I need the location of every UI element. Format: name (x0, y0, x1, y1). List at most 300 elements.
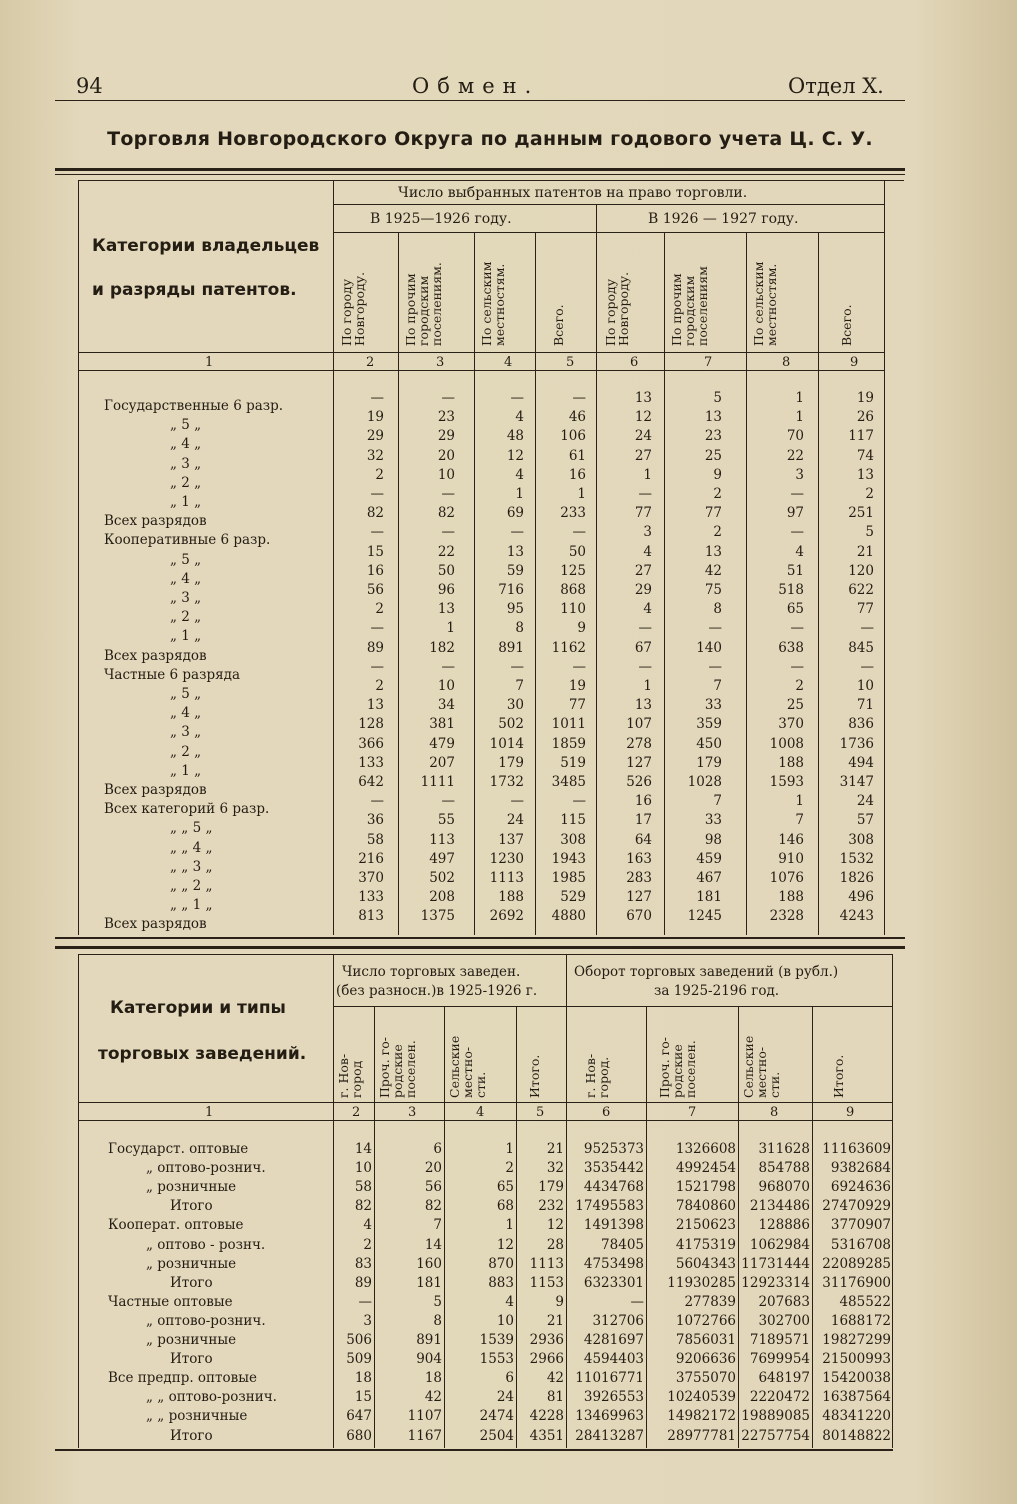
row-label: Итого (170, 1428, 213, 1444)
table-cell: 57 (856, 812, 874, 828)
table-cell: 1 (505, 1141, 514, 1157)
table-cell: — (708, 620, 722, 636)
table-cell: 518 (778, 582, 804, 598)
table-cell: 9525373 (583, 1141, 644, 1157)
table-cell: 312706 (592, 1313, 644, 1329)
table-cell: 2504 (479, 1428, 514, 1444)
table-cell: 71 (856, 697, 874, 713)
table-cell: 12 (546, 1217, 564, 1233)
column-header-line: городским (682, 275, 698, 346)
row-label: Всех категорий 6 разр. (104, 801, 270, 817)
row-label: Частные 6 разряда (104, 667, 240, 683)
table-cell: — (441, 659, 455, 675)
table-cell: 12 (634, 409, 652, 425)
table-cell: 845 (848, 640, 874, 656)
table-cell: — (370, 620, 384, 636)
table-cell: 1 (643, 678, 652, 694)
table-cell: 3535442 (583, 1160, 644, 1176)
column-header-line: поселен. (683, 1040, 699, 1098)
table-cell: 7189571 (749, 1332, 810, 1348)
table-cell: 113 (429, 832, 455, 848)
column-header-line: город. (596, 1056, 612, 1098)
row-label: Все предпр. оптовые (108, 1370, 257, 1386)
table-cell: 128886 (758, 1217, 810, 1233)
table-cell: 21500993 (822, 1351, 891, 1367)
table-cell: 370 (358, 870, 384, 886)
row-label: Всех разрядов (104, 782, 207, 798)
table-cell: 59 (506, 563, 524, 579)
table-cell: 50 (568, 544, 586, 560)
header-rule (55, 100, 905, 101)
table-cell: 302700 (758, 1313, 810, 1329)
table-cell: 3 (795, 467, 804, 483)
row-label: „ „ 3 „ (170, 859, 213, 875)
table-cell: 3147 (839, 774, 874, 790)
table-cell: 1113 (529, 1256, 564, 1272)
column-header-line: г. Нов- (336, 1053, 351, 1098)
table-cell: 188 (778, 889, 804, 905)
column-header-line: Сельские (741, 1035, 756, 1098)
table-cell: 22089285 (822, 1256, 891, 1272)
table-cell: 7 (713, 793, 722, 809)
table-cell: 216 (358, 851, 384, 867)
table-cell: 19889085 (741, 1408, 810, 1424)
table-cell: 69 (506, 505, 524, 521)
table-cell: 647 (346, 1408, 372, 1424)
table-cell: 1113 (489, 870, 524, 886)
table-cell: 24 (496, 1389, 514, 1405)
table-cell: 4594403 (583, 1351, 644, 1367)
table-cell: 4992454 (675, 1160, 736, 1176)
row-label: „ 5 „ (170, 686, 202, 702)
table-cell: 12 (506, 448, 524, 464)
table-cell: 58 (354, 1179, 372, 1195)
table-cell: 1167 (407, 1428, 442, 1444)
table-cell: 7 (795, 812, 804, 828)
table-cell: 58 (366, 832, 384, 848)
column-header (404, 262, 443, 346)
table-cell: — (441, 390, 455, 406)
table-cell: 7699954 (749, 1351, 810, 1367)
table-cell: 3485 (551, 774, 586, 790)
row-label: Кооперат. оптовые (108, 1217, 244, 1233)
table-cell: 8 (433, 1313, 442, 1329)
table-cell: 15 (366, 544, 384, 560)
table-cell: 46 (568, 409, 586, 425)
table-cell: 233 (560, 505, 586, 521)
column-header-line: город (349, 1060, 365, 1098)
table-cell: 2 (375, 678, 384, 694)
table-cell: — (572, 390, 586, 406)
table-cell: 125 (560, 563, 586, 579)
row-label: „ „ 5 „ (170, 820, 213, 836)
table-cell: 1736 (839, 736, 874, 752)
table-cell: 3770907 (830, 1217, 891, 1233)
row-label: Государст. оптовые (108, 1141, 249, 1157)
column-number: 6 (630, 355, 639, 370)
table-cell: 232 (538, 1198, 564, 1214)
table-cell: 642 (358, 774, 384, 790)
table-cell: 716 (498, 582, 524, 598)
table-cell: 128 (358, 716, 384, 732)
table-cell: 80148822 (822, 1428, 891, 1444)
table-cell: 506 (346, 1332, 372, 1348)
table-cell: — (510, 659, 524, 675)
group-header: Число выбранных патентов на право торговли. (398, 185, 748, 201)
table-cell: 1162 (551, 640, 586, 656)
row-label: „ 5 „ (170, 417, 202, 433)
table-cell: — (790, 659, 804, 675)
table-cell: 33 (704, 812, 722, 828)
table-cell: — (638, 620, 652, 636)
row-label: „ 2 „ (170, 744, 202, 760)
table-cell: 2 (375, 467, 384, 483)
row-label: „ 4 „ (170, 571, 202, 587)
column-number: 9 (846, 1105, 855, 1120)
table-cell: 883 (488, 1275, 514, 1291)
column-header-line: Проч. го- (377, 1037, 392, 1098)
column-number: 5 (536, 1105, 545, 1120)
table-cell: 4 (795, 544, 804, 560)
table-cell: — (510, 524, 524, 540)
table-cell: 2 (713, 524, 722, 540)
table-cell: 181 (696, 889, 722, 905)
table-cell: 24 (634, 428, 652, 444)
table-cell: 854788 (758, 1160, 810, 1176)
row-label: „ 2 „ (170, 609, 202, 625)
table-cell: 13 (704, 409, 722, 425)
table-cell: 13 (506, 544, 524, 560)
table-cell: 2328 (769, 908, 804, 924)
column-header-line: местностям. (492, 263, 508, 346)
table-cell: 1 (795, 793, 804, 809)
table-cell: — (572, 659, 586, 675)
column-number: 8 (770, 1105, 779, 1120)
table-cell: 10 (437, 678, 455, 694)
table-cell: 497 (429, 851, 455, 867)
table-cell: 133 (358, 755, 384, 771)
table-cell: — (370, 486, 384, 502)
table-cell: 2 (375, 601, 384, 617)
table-cell: 19 (856, 390, 874, 406)
table-cell: 28977781 (667, 1428, 736, 1444)
table-cell: 5 (713, 390, 722, 406)
table-cell: 182 (429, 640, 455, 656)
table-cell: 870 (488, 1256, 514, 1272)
table-cell: 7 (433, 1217, 442, 1233)
table-cell: 502 (429, 870, 455, 886)
column-header (832, 1055, 845, 1098)
table-cell: 1028 (687, 774, 722, 790)
table-cell: 21 (546, 1141, 564, 1157)
column-header (752, 262, 778, 346)
table-cell: 479 (429, 736, 455, 752)
table-cell: 283 (626, 870, 652, 886)
table-cell: — (370, 524, 384, 540)
row-label: „ оптово-рознич. (146, 1313, 266, 1329)
table-cell: 1008 (769, 736, 804, 752)
column-header-line: Проч. го- (657, 1037, 672, 1098)
column-number: 2 (352, 1105, 361, 1120)
table-cell: 82 (354, 1198, 372, 1214)
table-cell: 1153 (529, 1275, 564, 1291)
table-cell: 1859 (551, 736, 586, 752)
table-cell: 13 (704, 544, 722, 560)
table-cell: 4175319 (675, 1237, 736, 1253)
table-cell: 65 (786, 601, 804, 617)
table-cell: 638 (778, 640, 804, 656)
row-label: „ розничные (146, 1179, 237, 1195)
table-cell: — (441, 524, 455, 540)
table-cell: 2936 (529, 1332, 564, 1348)
table-cell: 1943 (551, 851, 586, 867)
column-number: 2 (366, 355, 375, 370)
table-cell: 31176900 (822, 1275, 891, 1291)
table-cell: 4 (643, 544, 652, 560)
table-cell: 13 (634, 697, 652, 713)
row-header-line-1: Категории владельцев (92, 236, 320, 256)
column-header-line: По городу (339, 278, 354, 346)
table-cell: — (572, 793, 586, 809)
table-cell: — (860, 659, 874, 675)
table-cell: 2150623 (675, 1217, 736, 1233)
table-cell: 2692 (489, 908, 524, 924)
table-cell: 9 (577, 620, 586, 636)
table-cell: 622 (848, 582, 874, 598)
table-cell: 95 (506, 601, 524, 617)
column-header-line: сти. (767, 1071, 783, 1098)
column-header-line: местно- (460, 1046, 476, 1098)
table-cell: 8 (713, 601, 722, 617)
table-cell: 96 (437, 582, 455, 598)
table-cell: 1 (505, 1217, 514, 1233)
column-header-line: По прочим (669, 273, 684, 346)
table-cell: 18 (354, 1370, 372, 1386)
table-cell: 160 (416, 1256, 442, 1272)
column-header-line: поселениям. (429, 262, 445, 346)
table-cell: 106 (560, 428, 586, 444)
table-cell: 17 (634, 812, 652, 828)
table-cell: 7856031 (675, 1332, 736, 1348)
table-cell: 98 (704, 832, 722, 848)
table-cell: 4 (515, 409, 524, 425)
table-cell: 1326608 (675, 1141, 736, 1157)
table-cell: 163 (626, 851, 652, 867)
table-cell: 23 (704, 428, 722, 444)
table-cell: 32 (546, 1160, 564, 1176)
table-cell: 1826 (839, 870, 874, 886)
table-cell: 1107 (407, 1408, 442, 1424)
table-cell: 127 (626, 755, 652, 771)
table-cell: 65 (496, 1179, 514, 1195)
table-cell: 1491398 (583, 1217, 644, 1233)
table-cell: 42 (546, 1370, 564, 1386)
row-label: „ 4 „ (170, 436, 202, 452)
table-cell: 188 (498, 889, 524, 905)
table-cell: 42 (424, 1389, 442, 1405)
group-header-count-1: Число торговых заведен. (342, 964, 521, 980)
row-label: Кооперативные 6 разр. (104, 532, 271, 548)
table-cell: 29 (366, 428, 384, 444)
table-cell: 24 (856, 793, 874, 809)
row-header-2-line-2: торговых заведений. (98, 1044, 307, 1064)
column-header-line: Сельские (447, 1035, 462, 1098)
part-title: Отдел X. (788, 74, 884, 98)
column-header (378, 1037, 417, 1098)
table-cell: 1 (795, 409, 804, 425)
table-cell: — (370, 659, 384, 675)
column-number: 6 (602, 1105, 611, 1120)
table-cell: 1985 (551, 870, 586, 886)
table-cell: 1230 (489, 851, 524, 867)
row-label: „ 3 „ (170, 590, 202, 606)
table-cell: 89 (366, 640, 384, 656)
column-number: 5 (566, 355, 575, 370)
table-cell: 4 (363, 1217, 372, 1233)
table-cell: 467 (696, 870, 722, 886)
column-header (340, 272, 366, 346)
table-cell: 366 (358, 736, 384, 752)
table-cell: 207 (429, 755, 455, 771)
row-label: „ 3 „ (170, 724, 202, 740)
table-cell: 5 (433, 1294, 442, 1310)
row-label: Итого (170, 1198, 213, 1214)
table-cell: 22757754 (741, 1428, 810, 1444)
table-cell: 277839 (684, 1294, 736, 1310)
row-label: „ оптово-рознич. (146, 1160, 266, 1176)
table-cell: 9206636 (675, 1351, 736, 1367)
table-cell: 2 (795, 678, 804, 694)
table-cell: 13 (366, 697, 384, 713)
table-cell: 68 (496, 1198, 514, 1214)
table-cell: 20 (424, 1160, 442, 1176)
table-cell: 14 (424, 1237, 442, 1253)
column-header (528, 1055, 541, 1098)
table-cell: 19827299 (822, 1332, 891, 1348)
row-label: „ 3 „ (170, 456, 202, 472)
table-cell: 28413287 (575, 1428, 644, 1444)
column-header-line: местностям. (764, 263, 780, 346)
column-header (670, 266, 709, 346)
table-cell: 27 (634, 563, 652, 579)
column-number: 1 (205, 1105, 214, 1120)
table-cell: 78405 (601, 1237, 644, 1253)
table-cell: 3755070 (675, 1370, 736, 1386)
table-cell: 42 (704, 563, 722, 579)
column-header-line: местно- (754, 1046, 770, 1098)
row-label: „ „ 2 „ (170, 878, 213, 894)
table-cell: 97 (786, 505, 804, 521)
table-cell: 1539 (479, 1332, 514, 1348)
column-header (337, 1054, 363, 1098)
table-cell: 207683 (758, 1294, 810, 1310)
column-header (448, 1036, 487, 1098)
table-cell: 12923314 (741, 1275, 810, 1291)
table-cell: — (510, 793, 524, 809)
table-cell: 25 (786, 697, 804, 713)
table-cell: 13469963 (575, 1408, 644, 1424)
table-cell: — (638, 486, 652, 502)
table-cell: 6 (505, 1370, 514, 1386)
table-cell: 18 (424, 1370, 442, 1386)
table-cell: 29 (437, 428, 455, 444)
table-cell: 70 (786, 428, 804, 444)
page-title: Торговля Новгородского Округа по данным годового учета Ц. С. У. (107, 128, 873, 150)
table-cell: 56 (424, 1179, 442, 1195)
table-cell: 519 (560, 755, 586, 771)
table-cell: 1521798 (675, 1179, 736, 1195)
table-cell: 23 (437, 409, 455, 425)
table-cell: — (441, 793, 455, 809)
table-cell: 12 (496, 1237, 514, 1253)
column-header-line: поселениям (695, 266, 711, 346)
row-label: Итого (170, 1351, 213, 1367)
table-cell: 110 (560, 601, 586, 617)
table-cell: 1593 (769, 774, 804, 790)
group-header-turnover-2: за 1925-2196 год. (654, 983, 780, 999)
table-cell: 34 (437, 697, 455, 713)
column-number: 3 (436, 355, 445, 370)
table-cell: 1375 (420, 908, 455, 924)
table-cell: 4753498 (583, 1256, 644, 1272)
table-cell: 50 (437, 563, 455, 579)
table-cell: 15420038 (822, 1370, 891, 1386)
table-cell: 2474 (479, 1408, 514, 1424)
table-cell: 648197 (758, 1370, 810, 1386)
row-label: „ 1 „ (170, 763, 202, 779)
table-cell: 61 (568, 448, 586, 464)
table-cell: 836 (848, 716, 874, 732)
table-cell: 529 (560, 889, 586, 905)
table-cell: 2 (865, 486, 874, 502)
table-cell: 450 (696, 736, 722, 752)
table-cell: 891 (416, 1332, 442, 1348)
table-cell: 30 (506, 697, 524, 713)
table-cell: 75 (704, 582, 722, 598)
table-cell: 968070 (758, 1179, 810, 1195)
table-cell: 22 (437, 544, 455, 560)
column-header-line: По прочим (403, 273, 418, 346)
table-cell: 83 (354, 1256, 372, 1272)
table-cell: — (510, 390, 524, 406)
table-cell: 81 (546, 1389, 564, 1405)
table-cell: 77 (634, 505, 652, 521)
table-cell: 910 (778, 851, 804, 867)
table-cell: 10 (496, 1313, 514, 1329)
table-cell: 1732 (489, 774, 524, 790)
table-cell: 4243 (839, 908, 874, 924)
row-label: „ розничные (146, 1256, 237, 1272)
column-header-line: По сельским (751, 261, 766, 346)
table-cell: 48341220 (822, 1408, 891, 1424)
table-cell: 36 (366, 812, 384, 828)
table-cell: 9 (713, 467, 722, 483)
table-cell: 20 (437, 448, 455, 464)
column-number: 8 (782, 355, 791, 370)
table-cell: 16 (366, 563, 384, 579)
table-cell: 1 (795, 390, 804, 406)
column-header (604, 272, 630, 346)
column-header-line: Всего. (839, 304, 854, 346)
column-number: 9 (850, 355, 859, 370)
table-cell: 77 (704, 505, 722, 521)
table-cell: 16 (568, 467, 586, 483)
table-cell: 7 (713, 678, 722, 694)
table-cell: 120 (848, 563, 874, 579)
table-cell: 1062984 (749, 1237, 810, 1253)
table-cell: 127 (626, 889, 652, 905)
column-header-line: Новгороду. (616, 271, 632, 346)
